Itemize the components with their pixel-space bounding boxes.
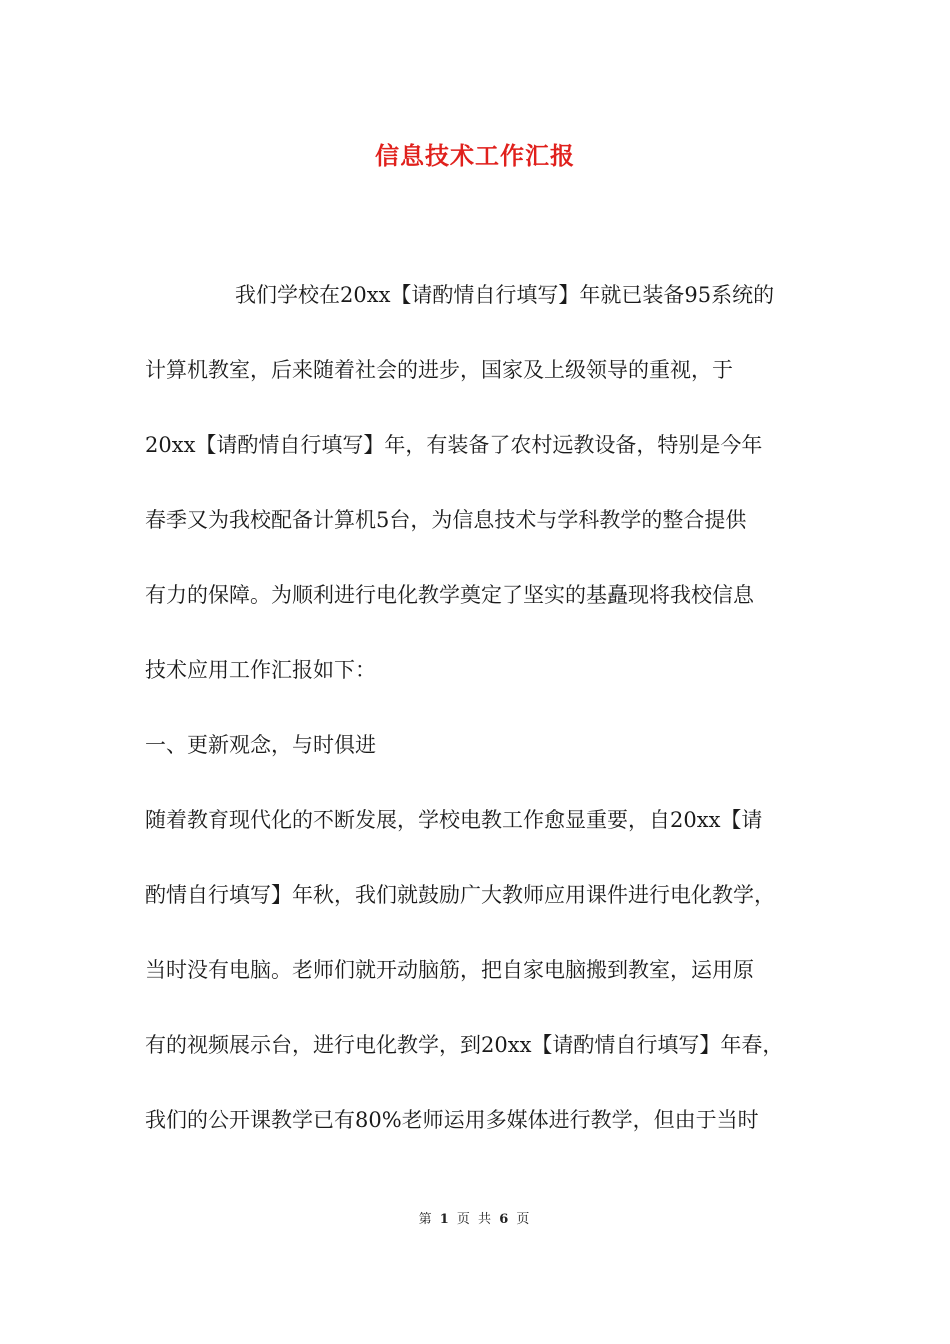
paragraph-line: 我们的公开课教学已有80%老师运用多媒体进行教学，但由于当时	[145, 1108, 759, 1132]
paragraph-line: 技术应用工作汇报如下：	[145, 658, 376, 682]
paragraph-line: 我们学校在20xx【请酌情自行填写】年就已装备95系统的	[235, 283, 775, 307]
paragraph-line: 有力的保障。为顺利进行电化教学奠定了坚实的基矗现将我校信息	[145, 583, 754, 607]
document-body	[145, 258, 813, 1158]
paragraph-line: 酌情自行填写】年秋，我们就鼓励广大教师应用课件进行电化教学，	[145, 883, 775, 907]
footer-prefix: 第	[418, 1212, 434, 1227]
paragraph-line: 当时没有电脑。老师们就开动脑筋，把自家电脑搬到教室，运用原	[145, 958, 754, 982]
paragraph-line: 有的视频展示台，进行电化教学，到20xx【请酌情自行填写】年春，	[145, 1033, 784, 1057]
document-title: 信息技术工作汇报	[375, 141, 575, 170]
footer-middle: 页 共	[456, 1212, 494, 1227]
current-page-number: 1	[439, 1212, 451, 1227]
section-heading: 一、更新观念，与时俱进	[145, 733, 376, 757]
total-pages-number: 6	[499, 1212, 511, 1227]
footer-suffix: 页	[516, 1212, 532, 1227]
paragraph-line: 计算机教室，后来随着社会的进步，国家及上级领导的重视，于	[145, 358, 733, 382]
paragraph-line: 随着教育现代化的不断发展，学校电教工作愈显重要，自20xx【请	[145, 808, 763, 832]
paragraph-line: 春季又为我校配备计算机5台，为信息技术与学科教学的整合提供	[145, 508, 747, 532]
page-footer	[0, 1208, 950, 1227]
paragraph-line: 20xx【请酌情自行填写】年，有装备了农村远教设备，特别是今年	[145, 433, 763, 457]
